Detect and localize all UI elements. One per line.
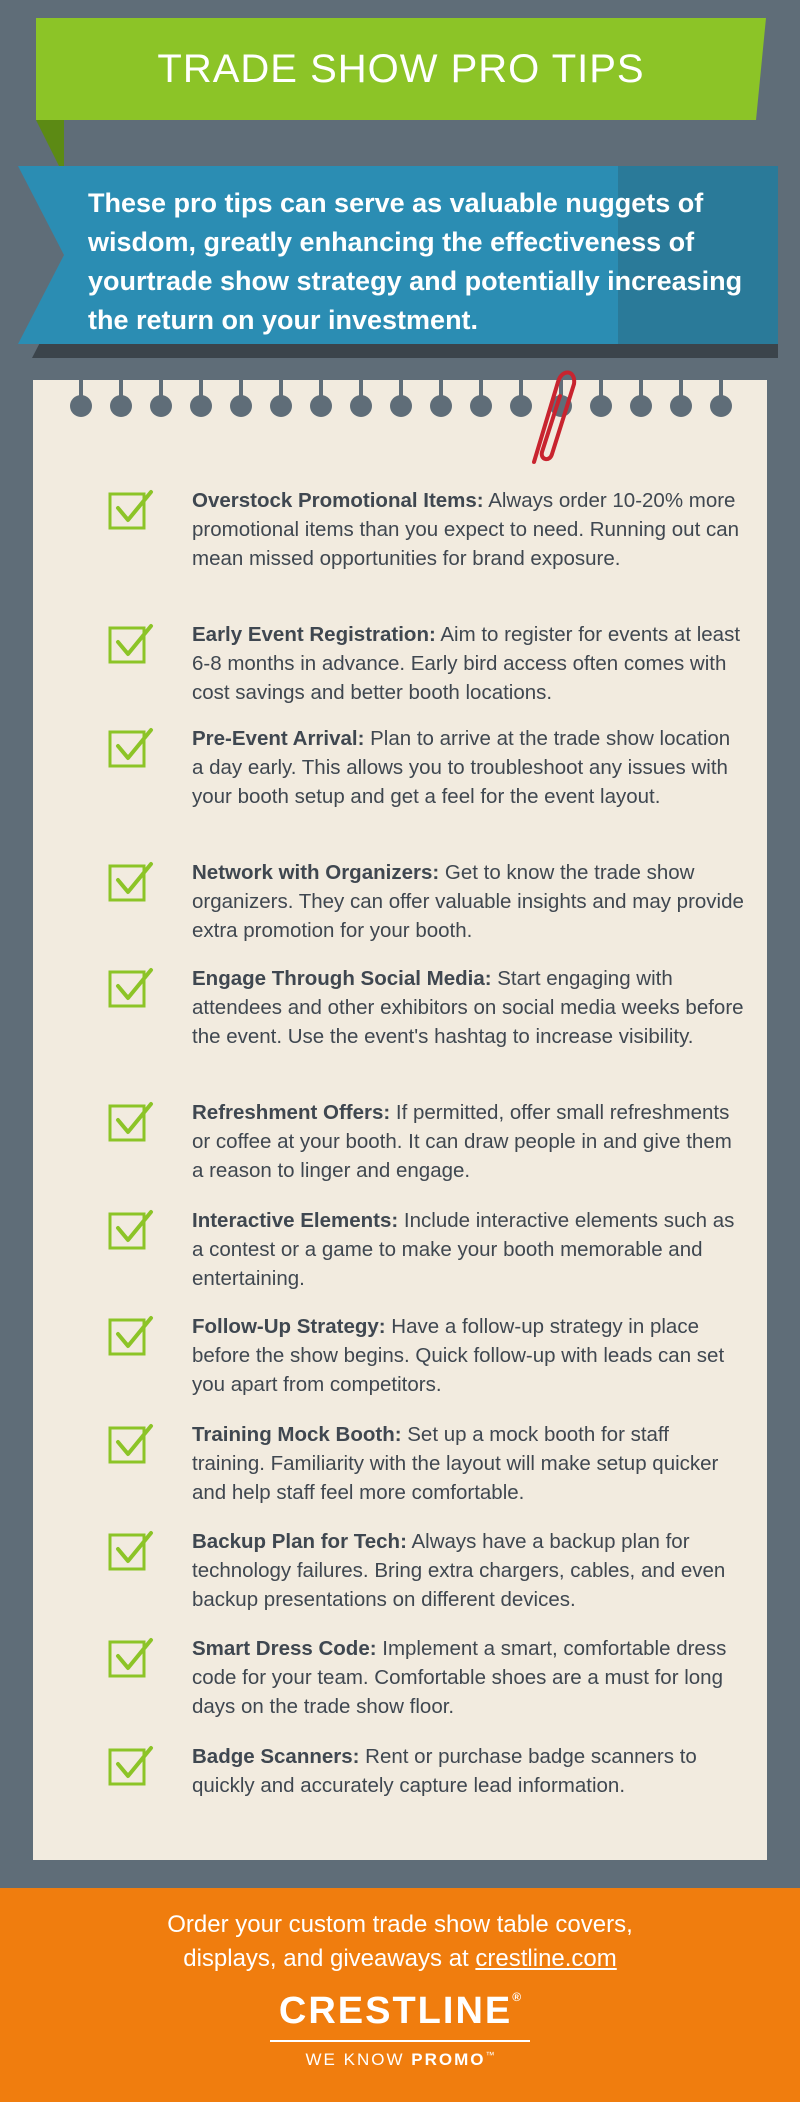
tip-body: Start engaging with attendees and other exhibitors on social media weeks before the event. Use the event's hashtag to increase visibility.: [192, 967, 744, 1048]
tagline-bold: PROMO: [411, 2050, 486, 2069]
logo-divider: [270, 2040, 530, 2042]
tip-text: [192, 1206, 744, 1293]
tip-title: Badge Scanners:: [192, 1745, 360, 1768]
tip-text: [192, 1527, 744, 1614]
tip-title: Overstock Promotional Items:: [192, 489, 484, 512]
tip-text: [192, 486, 744, 573]
binder-hole: [189, 380, 213, 420]
binder-hole: [269, 380, 293, 420]
checkbox-check-icon: [108, 622, 154, 664]
checkbox-check-icon: [108, 966, 154, 1008]
tip-text: [192, 964, 744, 1051]
checkbox-check-icon: [108, 1744, 154, 1786]
tip-body: Plan to arrive at the trade show location a day early. This allows you to troubleshoot any issues with your booth setup and get a feel for the event layout.: [192, 727, 731, 808]
intro-text: These pro tips can serve as valuable nuggets of wisdom, greatly enhancing the effectiveness of yourtrade show strategy and potentially increasing the return on your investment.: [88, 188, 743, 335]
binder-hole: [309, 380, 333, 420]
binder-holes: [33, 380, 767, 420]
tip-body: Implement a smart, comfortable dress code for your team. Comfortable shoes are a must for long days on the trade show floor.: [192, 1637, 727, 1718]
tip-title: Smart Dress Code:: [192, 1637, 377, 1660]
tip-title: Network with Organizers:: [192, 861, 440, 884]
checkbox-check-icon: [108, 1422, 154, 1464]
binder-hole: [669, 380, 693, 420]
checkbox-check-icon: [108, 1529, 154, 1571]
binder-hole: [469, 380, 493, 420]
tip-body: Rent or purchase badge scanners to quickly and accurately capture lead information.: [192, 1745, 697, 1797]
binder-hole: [429, 380, 453, 420]
footer-cta-line2: [100, 1942, 700, 1976]
tagline: [0, 2050, 800, 2070]
binder-hole: [709, 380, 733, 420]
page-title: TRADE SHOW PRO TIPS: [157, 46, 645, 91]
tip-text: [192, 724, 744, 811]
binder-hole: [349, 380, 373, 420]
binder-hole: [629, 380, 653, 420]
tip-text: [192, 1420, 744, 1507]
binder-hole: [389, 380, 413, 420]
binder-hole: [109, 380, 133, 420]
binder-hole: [149, 380, 173, 420]
checkbox-check-icon: [108, 726, 154, 768]
crestline-link[interactable]: crestline.com: [475, 1945, 617, 1972]
binder-hole: [229, 380, 253, 420]
tip-title: Early Event Registration:: [192, 623, 436, 646]
checkbox-check-icon: [108, 1100, 154, 1142]
tip-body: Set up a mock booth for staff training. Familiarity with the layout will make setup quicker and help staff feel more comfortable.: [192, 1423, 719, 1504]
tagline-prefix: WE KNOW: [305, 2050, 412, 2069]
tagline-trademark: ™: [485, 2050, 495, 2060]
tip-body: Get to know the trade show organizers. They can offer valuable insights and may provide extra promotion for your booth.: [192, 861, 744, 942]
crestline-logo: [0, 1990, 800, 2033]
paper-clip-icon: [512, 362, 582, 472]
tip-title: Pre-Event Arrival:: [192, 727, 365, 750]
tip-text: [192, 1312, 744, 1399]
checkbox-check-icon: [108, 1314, 154, 1356]
checkbox-check-icon: [108, 1208, 154, 1250]
tip-text: [192, 1742, 744, 1800]
tip-text: [192, 620, 744, 707]
tip-title: Engage Through Social Media:: [192, 967, 492, 990]
footer-cta-prefix: displays, and giveaways at: [183, 1945, 476, 1972]
logo-text: CRESTLINE: [278, 1990, 513, 2032]
footer-cta-line1: Order your custom trade show table covers,: [167, 1911, 633, 1938]
tip-title: Refreshment Offers:: [192, 1101, 391, 1124]
tip-body: If permitted, offer small refreshments or coffee at your booth. It can draw people in and give them a reason to linger and engage.: [192, 1101, 732, 1182]
binder-hole: [69, 380, 93, 420]
checkbox-check-icon: [108, 488, 154, 530]
logo-registered-mark: ®: [512, 1990, 522, 2004]
tip-text: [192, 1098, 744, 1185]
tip-body: Include interactive elements such as a contest or a game to make your booth memorable and entertaining.: [192, 1209, 735, 1290]
tip-title: Follow-Up Strategy:: [192, 1315, 386, 1338]
tip-title: Backup Plan for Tech:: [192, 1530, 407, 1553]
tip-title: Training Mock Booth:: [192, 1423, 402, 1446]
tip-text: [192, 858, 744, 945]
tip-body: Have a follow-up strategy in place before the show begins. Quick follow-up with leads can set you apart from competitors.: [192, 1315, 725, 1396]
tip-body: Always have a backup plan for technology failures. Bring extra chargers, cables, and even backup presentations on different devices.: [192, 1530, 726, 1611]
tip-text: [192, 1634, 744, 1721]
footer-cta: [100, 1908, 700, 1976]
binder-hole: [589, 380, 613, 420]
tip-body: Always order 10-20% more promotional items than you expect to need. Running out can mean missed opportunities for brand exposure.: [192, 489, 740, 570]
checkbox-check-icon: [108, 860, 154, 902]
tip-title: Interactive Elements:: [192, 1209, 399, 1232]
checkbox-check-icon: [108, 1636, 154, 1678]
tip-body: Aim to register for events at least 6-8 months in advance. Early bird access often comes with cost savings and better booth locations.: [192, 623, 741, 704]
